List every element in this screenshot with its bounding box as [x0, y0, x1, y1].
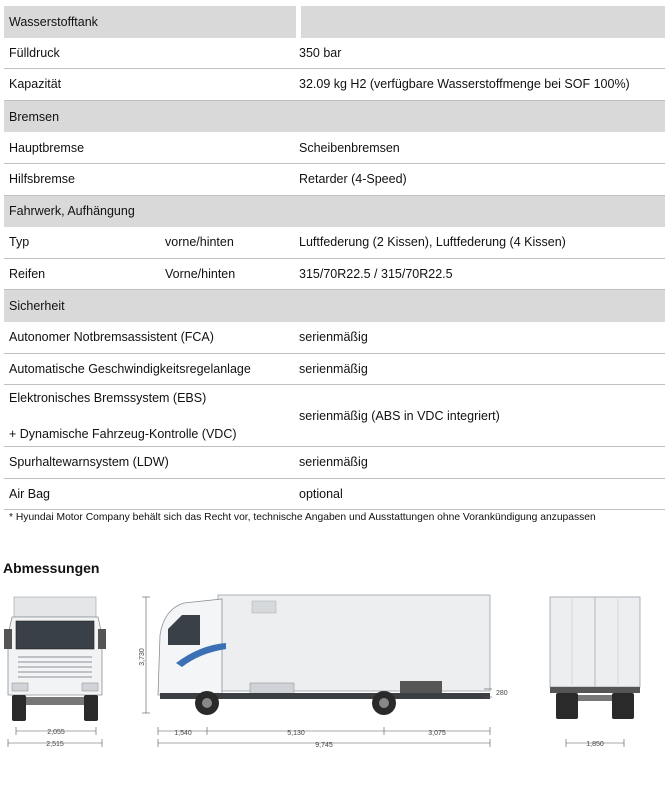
section-header	[4, 290, 665, 322]
spec-value: 32.09 kg H2 (verfügbare Wasserstoffmenge bei SOF 100%)	[299, 77, 630, 92]
spec-value: Scheibenbremsen	[299, 140, 400, 155]
spec-value: serienmäßig	[299, 361, 368, 376]
spec-row	[4, 322, 665, 354]
spec-label: Kapazität	[9, 77, 62, 92]
wheelbase-label: 5,130	[287, 730, 305, 737]
spec-sublabel: Vorne/hinten	[165, 267, 236, 282]
spec-value: 350 bar	[299, 45, 342, 60]
section-title: Wasserstofftank	[9, 14, 98, 29]
spec-row	[4, 447, 665, 479]
spec-value: Luftfederung (2 Kissen), Luftfederung (4 Kissen)	[299, 235, 566, 250]
spec-value: Retarder (4-Speed)	[299, 172, 407, 187]
spec-row	[4, 354, 665, 386]
footnote: * Hyundai Motor Company behält sich das Recht vor, technische Angaben und Ausstattungen ohne Vorankündigung anzupassen	[9, 512, 596, 523]
dimensions-heading: Abmessungen	[3, 560, 100, 576]
spec-value: 315/70R22.5 / 315/70R22.5	[299, 267, 453, 282]
spec-row	[4, 38, 665, 70]
overall-length-label: 9,745	[315, 742, 333, 749]
spec-label: Air Bag	[9, 487, 50, 502]
dimension-drawing	[0, 585, 672, 775]
front-track-label: 2,515	[46, 741, 64, 748]
spec-label: Fülldruck	[9, 45, 60, 60]
spec-row	[4, 479, 665, 511]
spec-label: Spurhaltewarnsystem (LDW)	[9, 455, 169, 470]
truck-side-view	[158, 595, 490, 715]
spec-label: Hilfsbremse	[9, 172, 75, 187]
spec-row	[4, 69, 665, 101]
section-title: Bremsen	[9, 109, 60, 124]
front-width-label: 2,055	[47, 729, 65, 736]
truck-front-view	[4, 597, 106, 721]
truck-rear-view	[550, 597, 640, 719]
section-title: Sicherheit	[9, 299, 65, 314]
ground-clearance-label: 280	[496, 690, 508, 697]
section-header	[4, 101, 665, 133]
spec-value: serienmäßig (ABS in VDC integriert)	[299, 408, 500, 423]
spec-row	[4, 164, 665, 196]
spec-row	[4, 132, 665, 164]
spec-table	[4, 6, 665, 510]
front-overhang-label: 1,540	[174, 730, 192, 737]
rear-track-label: 1,850	[586, 741, 604, 748]
section-title: Fahrwerk, Aufhängung	[9, 204, 135, 219]
spec-label: Hauptbremse	[9, 140, 85, 155]
spec-value: serienmäßig	[299, 455, 368, 470]
spec-value: optional	[299, 487, 343, 502]
spec-value: serienmäßig	[299, 330, 368, 345]
spec-label: Typ	[9, 235, 30, 250]
spec-label: Reifen	[9, 267, 46, 282]
spec-label-continued: + Dynamische Fahrzeug-Kontrolle (VDC)	[9, 426, 237, 441]
spec-row	[4, 227, 665, 259]
spec-row	[4, 385, 665, 447]
spec-label: Autonomer Notbremsassistent (FCA)	[9, 330, 214, 345]
rear-overhang-label: 3,075	[428, 730, 446, 737]
spec-label: Automatische Geschwindigkeitsregelanlage	[9, 361, 251, 376]
spec-label: Elektronisches Bremssystem (EBS)	[9, 390, 207, 405]
spec-sublabel: vorne/hinten	[165, 235, 234, 250]
section-header	[4, 196, 665, 228]
height-label: 3,730	[139, 648, 146, 666]
spec-row	[4, 259, 665, 291]
section-header	[4, 6, 665, 38]
